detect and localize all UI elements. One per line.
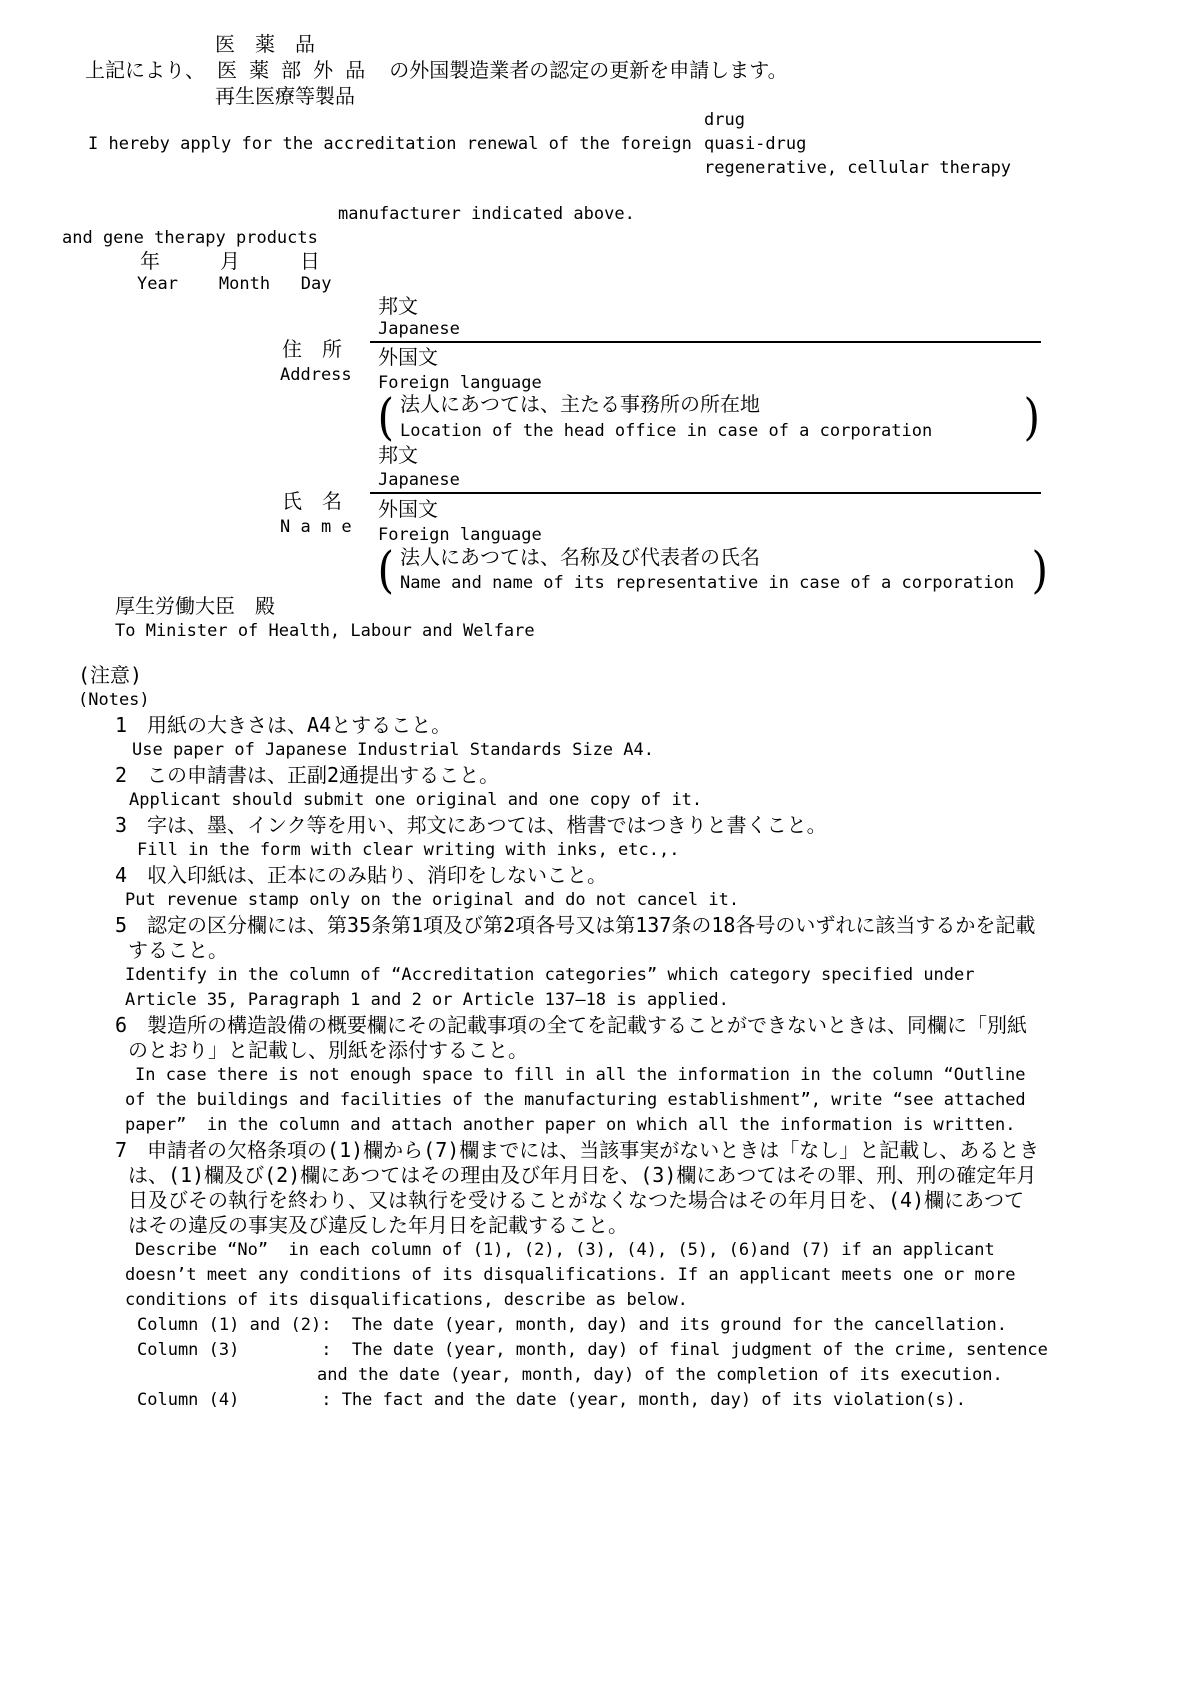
note-line: Use paper of Japanese Industrial Standards Size A4. <box>132 740 654 760</box>
note-line: Column (3) : The date (year, month, day) of final judgment of the crime, sentence <box>137 1340 1048 1360</box>
note-line: conditions of its disqualifications, describe as below. <box>125 1290 688 1310</box>
product-type-regenerative-jp: 再生医療等製品 <box>215 84 355 108</box>
name-corp-note-close-paren: ) <box>1031 541 1049 599</box>
name-foreign-label-jp: 外国文 <box>378 497 438 521</box>
name-label-en: N a m e <box>280 517 352 537</box>
address-corp-note-jp: 法人にあつては、主たる事務所の所在地 <box>400 392 760 416</box>
note-line: はその違反の事実及び違反した年月日を記載すること。 <box>128 1213 628 1237</box>
product-type-drug-jp: 医 薬 品 <box>215 32 315 56</box>
name-write-line <box>370 492 1041 494</box>
name-label-jp: 氏 名 <box>282 489 342 513</box>
note-line: Fill in the form with clear writing with inks, etc.,. <box>137 840 680 860</box>
note-line: は、(1)欄及び(2)欄にあつてはその理由及び年月日を、(3)欄にあつてはその罪、刑、刑の確定年月 <box>128 1163 1037 1187</box>
name-japanese-label-en: Japanese <box>378 470 460 490</box>
note-line: Identify in the column of “Accreditation categories” which category specified under <box>125 965 975 985</box>
application-sentence-en-cont: manufacturer indicated above. <box>338 204 635 224</box>
note-line: 5 認定の区分欄には、第35条第1項及び第2項各号又は第137条の18各号のいずれに該当するかを記載 <box>115 913 1036 937</box>
note-line: Column (1) and (2): The date (year, month, day) and its ground for the cancellation. <box>137 1315 1007 1335</box>
application-sentence-en: I hereby apply for the accreditation renewal of the foreign <box>88 134 692 154</box>
name-corp-note-jp: 法人にあつては、名称及び代表者の氏名 <box>400 545 760 569</box>
name-corp-note-en: Name and name of its representative in case of a corporation <box>400 573 1015 593</box>
address-corp-note-en: Location of the head office in case of a corporation <box>400 421 933 441</box>
product-type-regenerative-en: regenerative, cellular therapy <box>704 158 1012 178</box>
note-line: (Notes) <box>78 690 150 710</box>
name-japanese-label-jp: 邦文 <box>378 443 418 467</box>
product-type-drug-en: drug <box>704 110 745 130</box>
note-line: and the date (year, month, day) of the completion of its execution. <box>317 1365 1003 1385</box>
address-foreign-label-en: Foreign language <box>378 373 542 393</box>
address-label-en: Address <box>280 365 352 385</box>
note-line: doesn’t meet any conditions of its disqualifications. If an applicant meets one or more <box>125 1265 1016 1285</box>
note-line: Column (4) : The fact and the date (year, month, day) of its violation(s). <box>137 1390 967 1410</box>
date-field-en: Year Month Day <box>137 274 332 294</box>
note-line: Put revenue stamp only on the original and do not cancel it. <box>125 890 740 910</box>
note-line: 1 用紙の大きさは、A4とすること。 <box>115 713 452 737</box>
name-corp-note-open-paren: ( <box>377 541 395 599</box>
address-japanese-label-jp: 邦文 <box>378 294 418 318</box>
address-write-line <box>370 341 1041 343</box>
note-line: 7 申請者の欠格条項の(1)欄から(7)欄までには、当該事実がないときは「なし」と記載し、あるとき <box>115 1138 1040 1162</box>
note-line: すること。 <box>128 938 228 962</box>
address-japanese-label-en: Japanese <box>378 319 460 339</box>
note-line: 4 収入印紙は、正本にのみ貼り、消印をしないこと。 <box>115 863 608 887</box>
date-field-jp: 年 月 日 <box>140 249 320 273</box>
address-corp-note-open-paren: ( <box>377 388 395 446</box>
notes-list <box>78 663 1163 1413</box>
note-line: 3 字は、墨、インク等を用い、邦文にあつては、楷書ではつきりと書くこと。 <box>115 813 827 837</box>
note-line: of the buildings and facilities of the manufacturing establishment”, write “see attached <box>125 1090 1026 1110</box>
address-label-jp: 住 所 <box>282 337 342 361</box>
note-line: In case there is not enough space to fill in all the information in the column “Outline <box>135 1065 1026 1085</box>
product-type-quasi-drug-en: quasi-drug <box>704 134 807 154</box>
note-line: (注意) <box>78 663 143 687</box>
note-line: 2 この申請書は、正副2通提出すること。 <box>115 763 500 787</box>
note-line: Article 35, Paragraph 1 and 2 or Article 137—18 is applied. <box>125 990 729 1010</box>
product-type-gene-therapy-en: and gene therapy products <box>62 228 318 248</box>
note-line: 日及びその執行を終わり、又は執行を受けることがなくなつた場合はその年月日を、(4)欄にあつて <box>128 1188 1025 1212</box>
name-foreign-label-en: Foreign language <box>378 525 542 545</box>
application-sentence-jp: 上記により、 医 薬 部 外 品 の外国製造業者の認定の更新を申請します。 <box>85 58 788 82</box>
note-line: Describe “No” in each column of (1), (2), (3), (4), (5), (6)and (7) if an applicant <box>135 1240 995 1260</box>
note-line: のとおり」と記載し、別紙を添付すること。 <box>128 1038 528 1062</box>
minister-line-jp: 厚生労働大臣 殿 <box>115 594 275 618</box>
note-line: paper” in the column and attach another paper on which all the information is written. <box>125 1115 1016 1135</box>
address-foreign-label-jp: 外国文 <box>378 345 438 369</box>
note-line: 6 製造所の構造設備の概要欄にその記載事項の全てを記載することができないときは、同欄に「別紙 <box>115 1013 1028 1037</box>
address-corp-note-close-paren: ) <box>1023 388 1041 446</box>
minister-line-en: To Minister of Health, Labour and Welfare <box>115 621 535 641</box>
note-line: Applicant should submit one original and one copy of it. <box>129 790 703 810</box>
